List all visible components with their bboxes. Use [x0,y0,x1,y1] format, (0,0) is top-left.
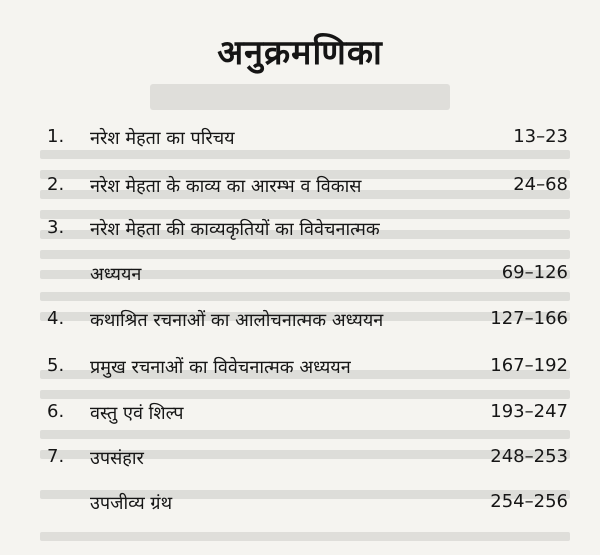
toc-entry[interactable] [0,489,600,519]
entry-pages: 193–247 [490,401,568,422]
entry-number: 4. [47,308,65,329]
entry-title: नरेश मेहता का परिचय [90,128,235,149]
entry-number: 5. [47,355,65,376]
page-title: अनुक्रमणिका [217,33,383,73]
toc-entry[interactable] [0,215,600,295]
toc-entry[interactable] [0,399,600,429]
entry-title: नरेश मेहता के काव्य का आरम्भ व विकास [90,176,362,197]
entry-title: वस्तु एवं शिल्प [90,403,184,424]
entry-pages: 127–166 [490,308,568,329]
entry-title: कथाश्रित रचनाओं का आलोचनात्मक अध्ययन [90,310,384,331]
entry-number: 2. [47,174,65,195]
entry-title: प्रमुख रचनाओं का विवेचनात्मक अध्ययन [90,357,351,378]
entry-title: नरेश मेहता की काव्यकृतियों का विवेचनात्मक [90,219,380,240]
toc-entry[interactable] [0,172,600,202]
entry-title: उपसंहार [90,448,144,469]
entry-title-continued: अध्ययन [90,264,142,285]
entry-number: 7. [47,446,65,467]
toc-entry[interactable] [0,306,600,336]
entry-pages: 248–253 [490,446,568,467]
entry-pages: 13–23 [513,126,568,147]
entry-number: 1. [47,126,65,147]
entry-pages: 24–68 [513,174,568,195]
entry-number: 6. [47,401,65,422]
entry-title: उपजीव्य ग्रंथ [90,493,173,514]
entry-pages: 167–192 [490,355,568,376]
toc-entry[interactable] [0,444,600,474]
entry-pages: 254–256 [490,491,568,512]
entry-pages: 69–126 [501,262,568,283]
toc-entry[interactable] [0,353,600,383]
entry-number: 3. [47,217,65,238]
toc-entry[interactable] [0,124,600,154]
